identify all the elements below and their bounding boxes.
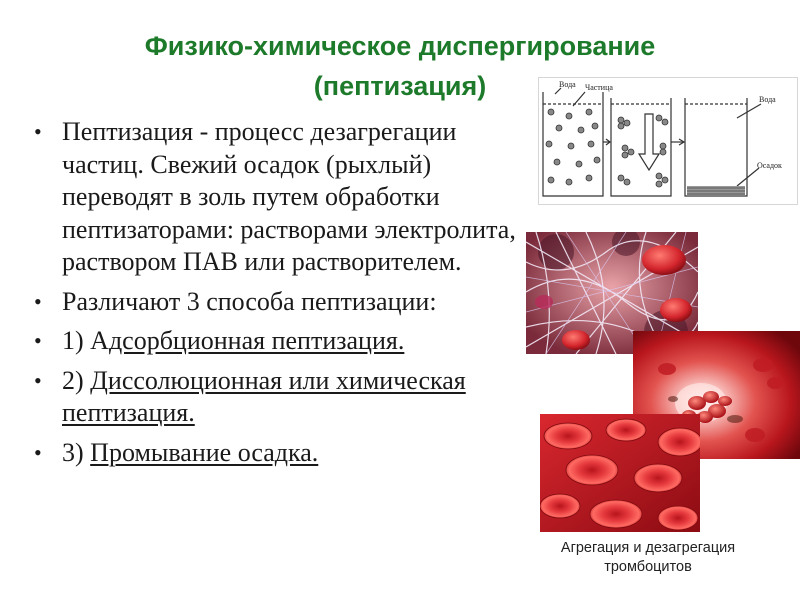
caption-line-1: Агрегация и дезагрегация [560, 540, 736, 556]
title-line-1: Физико-химическое диспергирование [144, 31, 656, 61]
bullet-list [28, 116, 543, 476]
bullet-method-2 [28, 365, 543, 430]
label-water-right: Вода [759, 95, 776, 104]
method-3-number: 3) [62, 437, 91, 467]
method-1-number: 1) А [62, 326, 109, 355]
method-2-text: Диссолюционная или химическая пептизация. [62, 365, 466, 427]
method-2-number: 2) [62, 365, 91, 395]
bullet-method-1 [28, 325, 543, 358]
bullet-methods-intro: • Различают 3 способа пептизации: [28, 286, 543, 319]
red-blood-cells-image [540, 414, 700, 532]
label-particle: Частица [585, 83, 613, 92]
bullet-definition: • Пептизация - процесс дезагрегации частиц. Свежий осадок (рыхлый) переводят в золь путем обработки пептизаторами: растворами электролита, раствором ПАВ или растворителем. [28, 116, 543, 279]
bullet-method-3 [28, 437, 543, 470]
caption-line-2: тромбоцитов [604, 559, 692, 575]
sedimentation-diagram [538, 77, 798, 205]
image-caption [528, 539, 768, 577]
label-water: Вода [559, 80, 576, 89]
label-sediment: Осадок [757, 161, 782, 170]
method-3-text: Промывание осадка. [90, 437, 319, 467]
title-line-2: (пептизация) [313, 71, 487, 101]
method-1-text: дсорбционная пептизация. [108, 326, 405, 355]
